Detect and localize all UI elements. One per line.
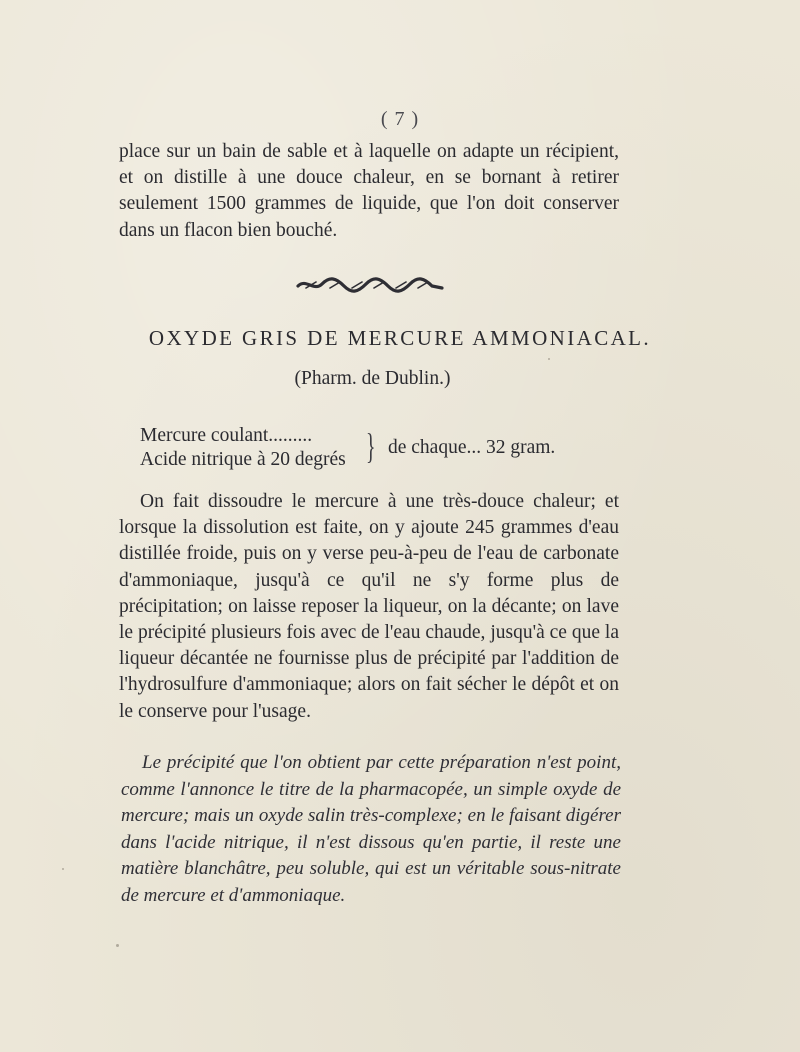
ingredient-mercury: Mercure coulant......... (140, 425, 313, 446)
procedure-text: On fait dissoudre le mercure à une très-douce chaleur; et lorsque la dissolution est faite, on y ajoute 245 grammes d'eau distillée froide, puis on y verse peu-à-peu de l'eau de carbonate d'ammoniaque, jusqu'à ce qu'il ne s'y forme plus de précipitation; on laisse reposer la liqueur, on la décante; on lave le précipité plusieurs fois avec de l'eau chaude, jusqu'à ce que la liqueur décantée ne fournisse plus de précipité par l'addition de l'hydrosulfure d'ammoniaque; alors on fait sécher le dépôt et on le conserve pour l'usage. (119, 491, 619, 722)
section-heading: OXYDE GRIS DE MERCURE AMMONIACAL. (148, 326, 652, 350)
paper-speck (116, 944, 119, 947)
recipe-formula (140, 425, 620, 475)
commentary-note (121, 750, 621, 910)
section-source: (Pharm. de Dublin.) (294, 368, 451, 389)
page-number: ( 7 ) (380, 108, 420, 130)
paper-speck (548, 358, 550, 360)
brace-glyph: } (366, 426, 376, 466)
procedure-paragraph (119, 489, 619, 725)
ingredient-nitric-acid: Acide nitrique à 20 degrés (140, 449, 346, 470)
commentary-text: Le précipité que l'on obtient par cette préparation n'est point, comme l'annonce le titre de la pharmacopée, un simple oxyde de mercure; mais un oxyde salin très-complexe; en le faisant digérer dans l'acide nitrique, il n'est dissous qu'en partie, il reste une matière blanchâtre, peu soluble, qui est un véritable sous-nitrate de mercure et d'ammoniaque. (121, 752, 621, 906)
ingredient-quantity: de chaque... 32 gram. (388, 437, 556, 458)
ornamental-divider (296, 276, 444, 294)
paper-speck (62, 868, 64, 870)
paragraph-continuation: place sur un bain de sable et à laquelle on adapte un récipient, et on distille à une douce chaleur, en se bornant à retirer seulement 1500 grammes de liquide, que l'on doit conserver dans un flacon bien bouché. (119, 141, 619, 241)
